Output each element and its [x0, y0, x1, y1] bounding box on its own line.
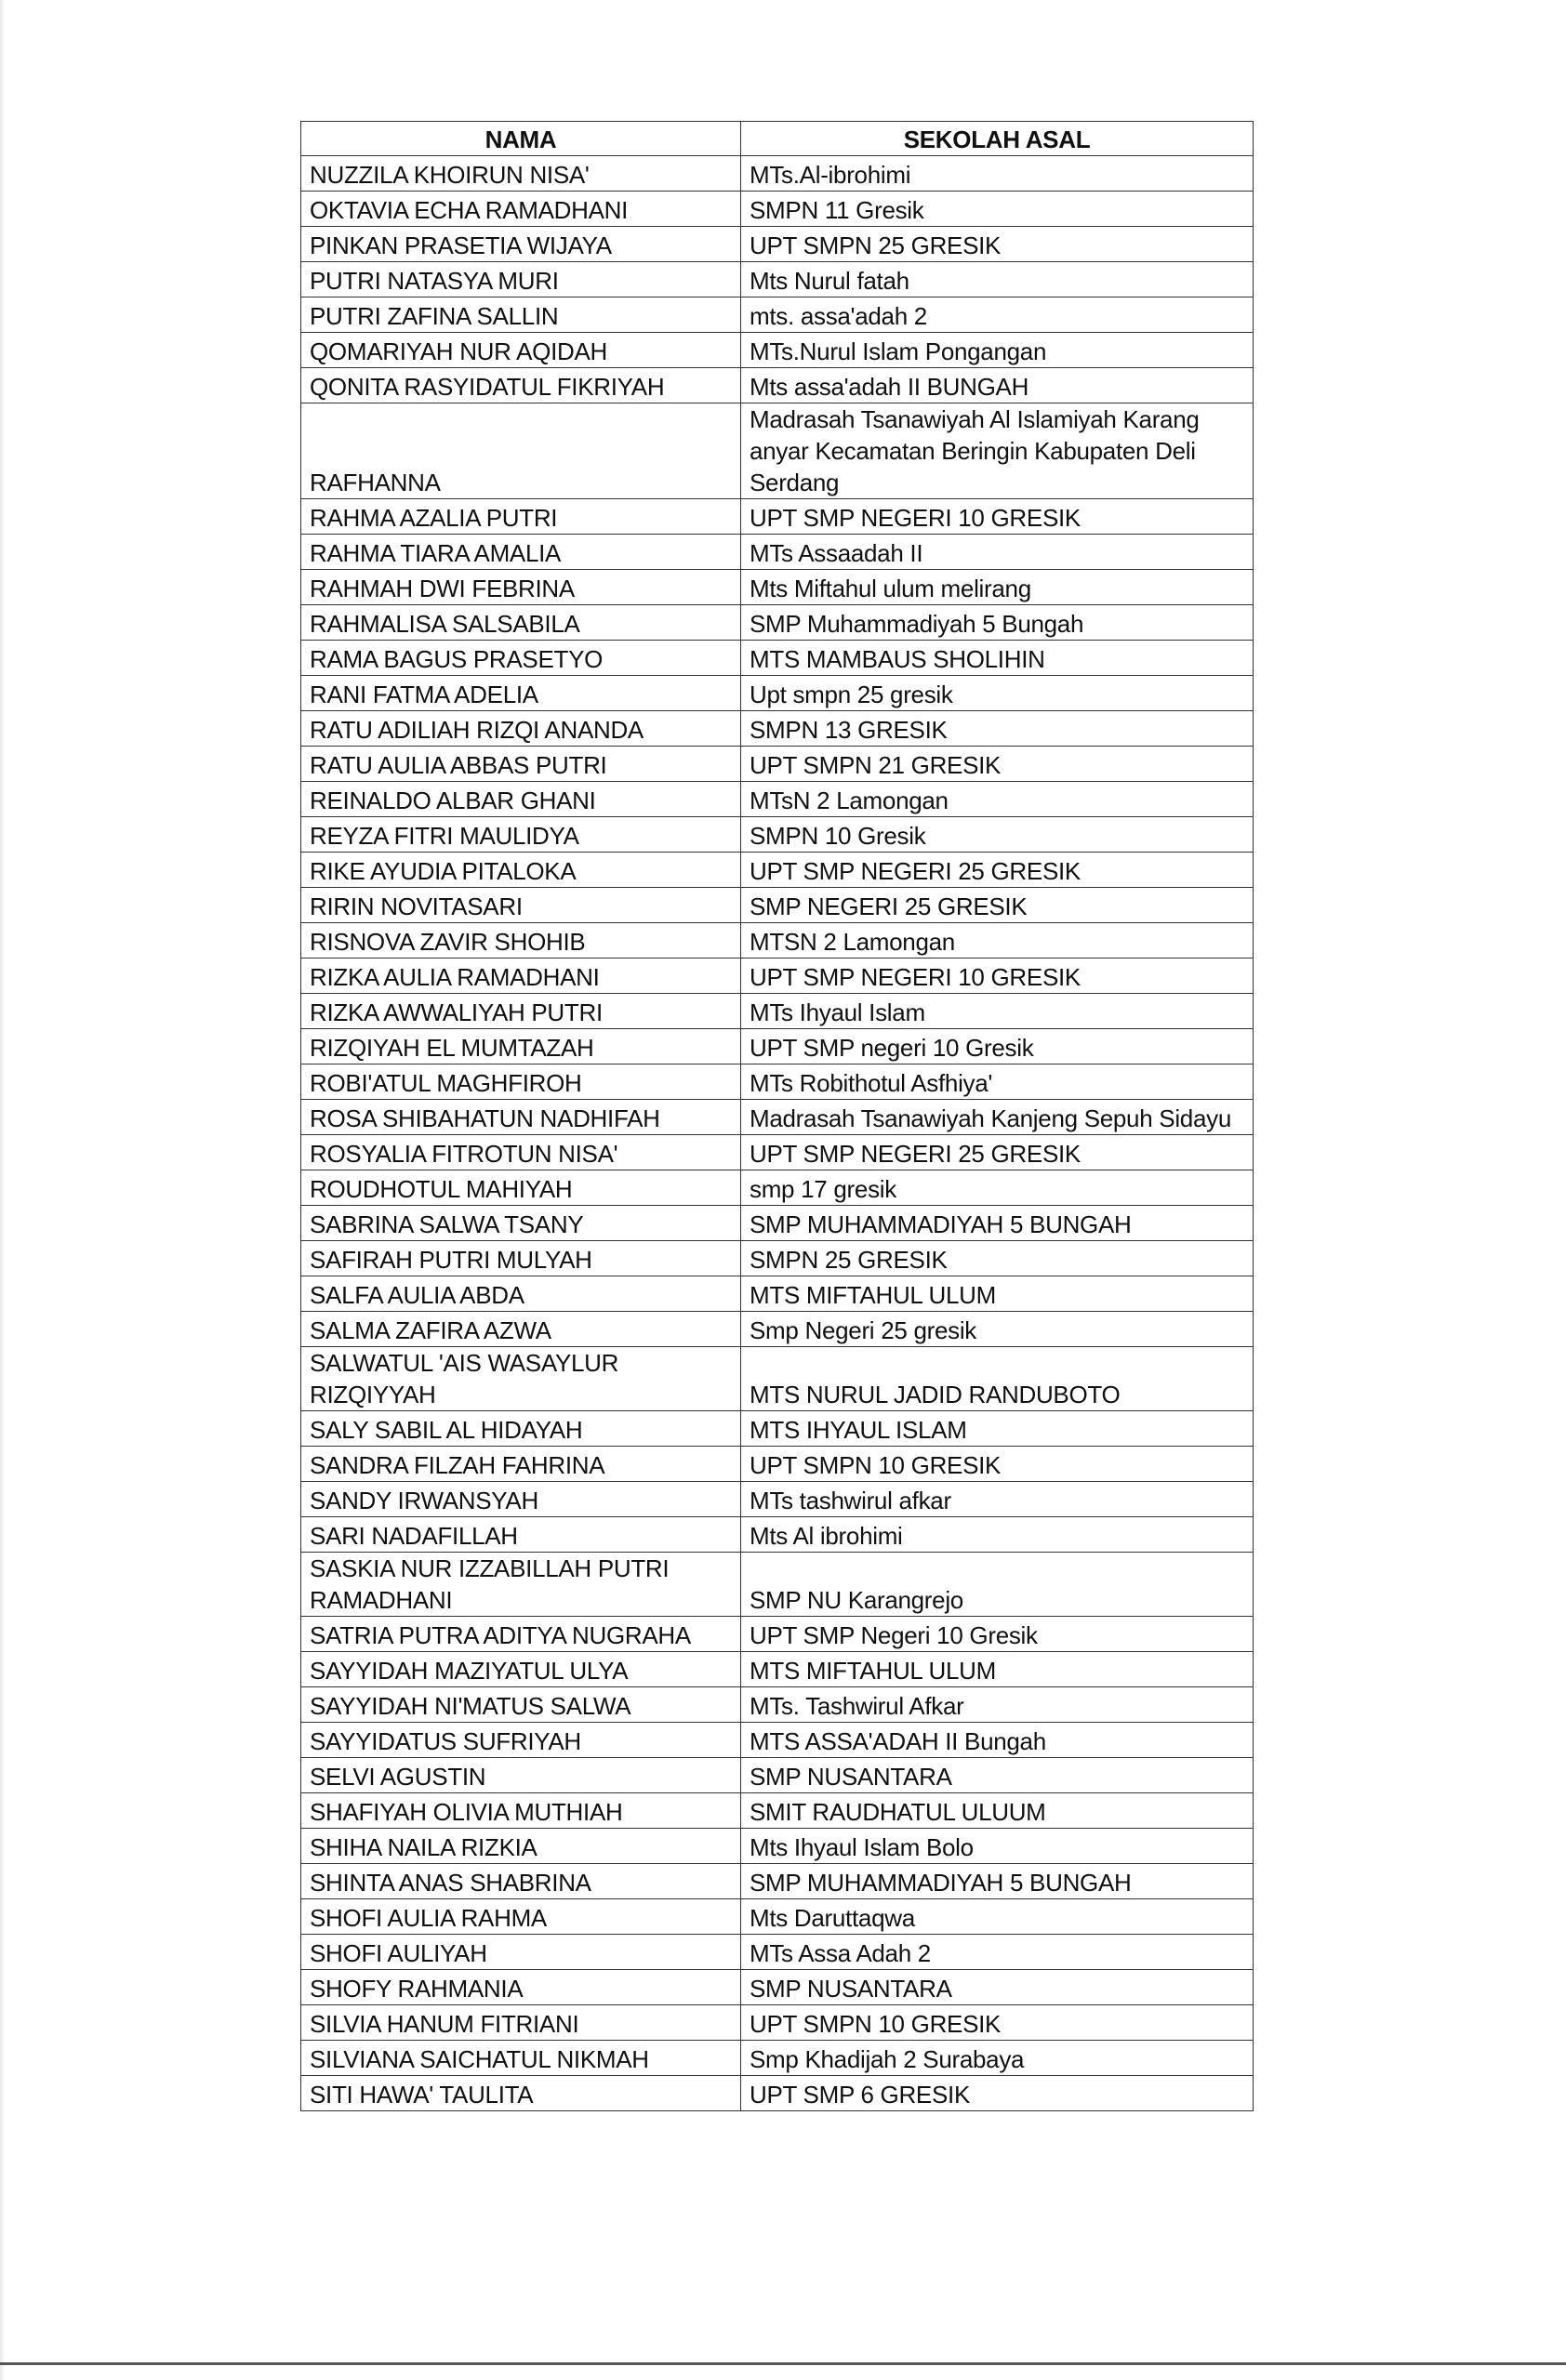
cell-sekolah-asal: MTS NURUL JADID RANDUBOTO [741, 1347, 1254, 1411]
cell-nama: SILVIA HANUM FITRIANI [301, 2005, 741, 2041]
cell-nama: SHOFI AULIYAH [301, 1935, 741, 1970]
table-row [301, 333, 1254, 368]
cell-nama: RIKE AYUDIA PITALOKA [301, 853, 741, 888]
cell-nama: RATU ADILIAH RIZQI ANANDA [301, 711, 741, 747]
cell-nama: SAYYIDAH NI'MATUS SALWA [301, 1687, 741, 1723]
cell-nama: SAYYIDATUS SUFRIYAH [301, 1723, 741, 1758]
table-row [301, 994, 1254, 1029]
cell-nama: RIZKA AWWALIYAH PUTRI [301, 994, 741, 1029]
table-row [301, 1899, 1254, 1935]
table-row [301, 1970, 1254, 2005]
cell-sekolah-asal: SMPN 25 GRESIK [741, 1241, 1254, 1276]
header-sekolah-asal: SEKOLAH ASAL [741, 122, 1254, 156]
cell-nama: RISNOVA ZAVIR SHOHIB [301, 923, 741, 959]
table-row [301, 1517, 1254, 1553]
table-row [301, 1723, 1254, 1758]
table-row [301, 1276, 1254, 1312]
cell-sekolah-asal: Madrasah Tsanawiyah Kanjeng Sepuh Sidayu [741, 1100, 1254, 1135]
cell-sekolah-asal: smp 17 gresik [741, 1170, 1254, 1206]
table-row [301, 1447, 1254, 1482]
cell-sekolah-asal: SMP MUHAMMADIYAH 5 BUNGAH [741, 1864, 1254, 1899]
table-row [301, 676, 1254, 711]
cell-sekolah-asal: Smp Negeri 25 gresik [741, 1312, 1254, 1347]
cell-sekolah-asal: SMP NUSANTARA [741, 1970, 1254, 2005]
cell-nama: RAHMA TIARA AMALIA [301, 535, 741, 570]
table-row [301, 605, 1254, 641]
cell-sekolah-asal: Madrasah Tsanawiyah Al Islamiyah Karang anyar Kecamatan Beringin Kabupaten Deli Serdang [741, 403, 1254, 499]
table-row [301, 156, 1254, 192]
cell-nama: ROBI'ATUL MAGHFIROH [301, 1064, 741, 1100]
cell-nama: SALWATUL 'AIS WASAYLUR RIZQIYYAH [301, 1347, 741, 1411]
table-row [301, 368, 1254, 403]
cell-sekolah-asal: UPT SMPN 10 GRESIK [741, 1447, 1254, 1482]
table-row [301, 923, 1254, 959]
cell-sekolah-asal: SMP Muhammadiyah 5 Bungah [741, 605, 1254, 641]
cell-nama: SARI NADAFILLAH [301, 1517, 741, 1553]
cell-sekolah-asal: UPT SMPN 10 GRESIK [741, 2005, 1254, 2041]
cell-sekolah-asal: MTs Assa Adah 2 [741, 1935, 1254, 1970]
table-body [301, 156, 1254, 2111]
header-nama: NAMA [301, 122, 741, 156]
cell-sekolah-asal: UPT SMP NEGERI 25 GRESIK [741, 853, 1254, 888]
table-row [301, 1029, 1254, 1064]
table-row [301, 1829, 1254, 1864]
cell-sekolah-asal: Mts Daruttaqwa [741, 1899, 1254, 1935]
cell-sekolah-asal: Mts assa'adah II BUNGAH [741, 368, 1254, 403]
cell-nama: PUTRI ZAFINA SALLIN [301, 298, 741, 333]
cell-sekolah-asal: Upt smpn 25 gresik [741, 676, 1254, 711]
cell-sekolah-asal: MTS MIFTAHUL ULUM [741, 1652, 1254, 1687]
cell-nama: ROUDHOTUL MAHIYAH [301, 1170, 741, 1206]
table-row [301, 1793, 1254, 1829]
table-row [301, 2076, 1254, 2111]
cell-sekolah-asal: Smp Khadijah 2 Surabaya [741, 2041, 1254, 2076]
cell-sekolah-asal: MTSN 2 Lamongan [741, 923, 1254, 959]
cell-sekolah-asal: MTs Ihyaul Islam [741, 994, 1254, 1029]
cell-sekolah-asal: Mts Ihyaul Islam Bolo [741, 1829, 1254, 1864]
table-row [301, 1687, 1254, 1723]
table-row [301, 959, 1254, 994]
cell-sekolah-asal: Mts Miftahul ulum melirang [741, 570, 1254, 605]
cell-nama: SHOFY RAHMANIA [301, 1970, 741, 2005]
cell-sekolah-asal: MTS ASSA'ADAH II Bungah [741, 1723, 1254, 1758]
cell-sekolah-asal: MTS MIFTAHUL ULUM [741, 1276, 1254, 1312]
cell-nama: PINKAN PRASETIA WIJAYA [301, 227, 741, 262]
table-row [301, 262, 1254, 298]
cell-nama: RAMA BAGUS PRASETYO [301, 641, 741, 676]
cell-nama: RAFHANNA [301, 403, 741, 499]
cell-sekolah-asal: MTs.Al-ibrohimi [741, 156, 1254, 192]
cell-sekolah-asal: SMPN 13 GRESIK [741, 711, 1254, 747]
cell-sekolah-asal: UPT SMP NEGERI 10 GRESIK [741, 959, 1254, 994]
table-row [301, 403, 1254, 499]
cell-sekolah-asal: SMPN 11 Gresik [741, 192, 1254, 227]
cell-sekolah-asal: MTs Robithotul Asfhiya' [741, 1064, 1254, 1100]
cell-sekolah-asal: mts. assa'adah 2 [741, 298, 1254, 333]
cell-nama: SAYYIDAH MAZIYATUL ULYA [301, 1652, 741, 1687]
table-row [301, 817, 1254, 853]
cell-nama: SALMA ZAFIRA AZWA [301, 1312, 741, 1347]
cell-sekolah-asal: Mts Al ibrohimi [741, 1517, 1254, 1553]
cell-nama: SHIHA NAILA RIZKIA [301, 1829, 741, 1864]
cell-sekolah-asal: UPT SMPN 21 GRESIK [741, 747, 1254, 782]
cell-sekolah-asal: SMIT RAUDHATUL ULUUM [741, 1793, 1254, 1829]
table-row [301, 535, 1254, 570]
cell-nama: PUTRI NATASYA MURI [301, 262, 741, 298]
cell-sekolah-asal: SMP MUHAMMADIYAH 5 BUNGAH [741, 1206, 1254, 1241]
cell-nama: SHAFIYAH OLIVIA MUTHIAH [301, 1793, 741, 1829]
cell-nama: SAFIRAH PUTRI MULYAH [301, 1241, 741, 1276]
table-row [301, 711, 1254, 747]
cell-nama: RAHMALISA SALSABILA [301, 605, 741, 641]
cell-nama: RANI FATMA ADELIA [301, 676, 741, 711]
cell-nama: REYZA FITRI MAULIDYA [301, 817, 741, 853]
table-row [301, 192, 1254, 227]
cell-nama: SILVIANA SAICHATUL NIKMAH [301, 2041, 741, 2076]
cell-sekolah-asal: UPT SMP negeri 10 Gresik [741, 1029, 1254, 1064]
table-row [301, 1241, 1254, 1276]
cell-sekolah-asal: UPT SMP 6 GRESIK [741, 2076, 1254, 2111]
table-row [301, 1312, 1254, 1347]
cell-nama: SITI HAWA' TAULITA [301, 2076, 741, 2111]
cell-nama: SALFA AULIA ABDA [301, 1276, 741, 1312]
cell-nama: OKTAVIA ECHA RAMADHANI [301, 192, 741, 227]
cell-nama: RATU AULIA ABBAS PUTRI [301, 747, 741, 782]
table-row [301, 1617, 1254, 1652]
cell-sekolah-asal: SMP NU Karangrejo [741, 1553, 1254, 1617]
cell-sekolah-asal: MTs tashwirul afkar [741, 1482, 1254, 1517]
table-row [301, 1206, 1254, 1241]
cell-nama: RAHMA AZALIA PUTRI [301, 499, 741, 535]
cell-sekolah-asal: SMP NUSANTARA [741, 1758, 1254, 1793]
table-row [301, 2005, 1254, 2041]
table-row [301, 298, 1254, 333]
student-school-table [300, 121, 1254, 2111]
table-row [301, 2041, 1254, 2076]
cell-nama: SHINTA ANAS SHABRINA [301, 1864, 741, 1899]
cell-nama: REINALDO ALBAR GHANI [301, 782, 741, 817]
table-row [301, 1553, 1254, 1617]
table-row [301, 1170, 1254, 1206]
table-row [301, 641, 1254, 676]
table-row [301, 1758, 1254, 1793]
cell-sekolah-asal: MTs.Nurul Islam Pongangan [741, 333, 1254, 368]
table-row [301, 499, 1254, 535]
cell-nama: SELVI AGUSTIN [301, 1758, 741, 1793]
cell-sekolah-asal: SMP NEGERI 25 GRESIK [741, 888, 1254, 923]
cell-nama: QOMARIYAH NUR AQIDAH [301, 333, 741, 368]
table-row [301, 888, 1254, 923]
page-bottom-rule [0, 2362, 1566, 2365]
table-row [301, 782, 1254, 817]
cell-nama: QONITA RASYIDATUL FIKRIYAH [301, 368, 741, 403]
cell-sekolah-asal: UPT SMPN 25 GRESIK [741, 227, 1254, 262]
table-row [301, 227, 1254, 262]
cell-nama: SANDY IRWANSYAH [301, 1482, 741, 1517]
table-row [301, 1864, 1254, 1899]
cell-nama: RIZQIYAH EL MUMTAZAH [301, 1029, 741, 1064]
cell-sekolah-asal: MTS IHYAUL ISLAM [741, 1411, 1254, 1447]
cell-nama: SALY SABIL AL HIDAYAH [301, 1411, 741, 1447]
table-row [301, 1135, 1254, 1170]
cell-nama: RAHMAH DWI FEBRINA [301, 570, 741, 605]
cell-nama: SANDRA FILZAH FAHRINA [301, 1447, 741, 1482]
cell-sekolah-asal: MTS MAMBAUS SHOLIHIN [741, 641, 1254, 676]
cell-sekolah-asal: Mts Nurul fatah [741, 262, 1254, 298]
cell-sekolah-asal: UPT SMP NEGERI 10 GRESIK [741, 499, 1254, 535]
table-row [301, 747, 1254, 782]
table-row [301, 1064, 1254, 1100]
table-header-row [301, 122, 1254, 156]
table-row [301, 1935, 1254, 1970]
cell-sekolah-asal: UPT SMP NEGERI 25 GRESIK [741, 1135, 1254, 1170]
table-row [301, 1347, 1254, 1411]
cell-sekolah-asal: MTs Assaadah II [741, 535, 1254, 570]
cell-nama: SASKIA NUR IZZABILLAH PUTRI RAMADHANI [301, 1553, 741, 1617]
cell-nama: NUZZILA KHOIRUN NISA' [301, 156, 741, 192]
table-row [301, 570, 1254, 605]
cell-nama: SHOFI AULIA RAHMA [301, 1899, 741, 1935]
table-row [301, 853, 1254, 888]
cell-sekolah-asal: SMPN 10 Gresik [741, 817, 1254, 853]
cell-nama: ROSA SHIBAHATUN NADHIFAH [301, 1100, 741, 1135]
scan-edge [0, 0, 6, 2380]
cell-sekolah-asal: MTsN 2 Lamongan [741, 782, 1254, 817]
table-row [301, 1482, 1254, 1517]
cell-nama: SABRINA SALWA TSANY [301, 1206, 741, 1241]
table-row [301, 1100, 1254, 1135]
cell-nama: RIRIN NOVITASARI [301, 888, 741, 923]
cell-sekolah-asal: UPT SMP Negeri 10 Gresik [741, 1617, 1254, 1652]
cell-nama: SATRIA PUTRA ADITYA NUGRAHA [301, 1617, 741, 1652]
table-row [301, 1411, 1254, 1447]
cell-sekolah-asal: MTs. Tashwirul Afkar [741, 1687, 1254, 1723]
cell-nama: ROSYALIA FITROTUN NISA' [301, 1135, 741, 1170]
cell-nama: RIZKA AULIA RAMADHANI [301, 959, 741, 994]
table-row [301, 1652, 1254, 1687]
